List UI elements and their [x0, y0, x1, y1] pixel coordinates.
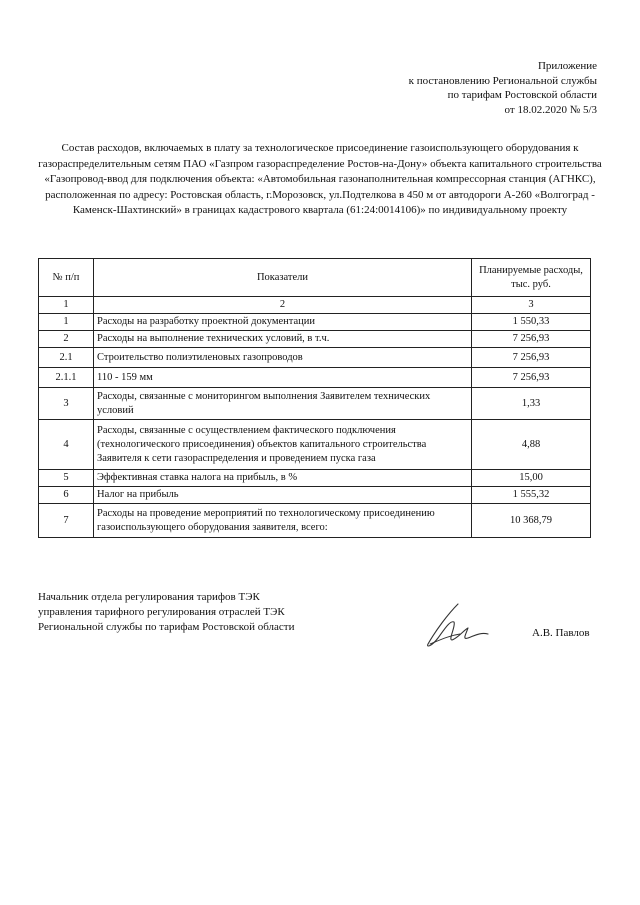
row-value: 10 368,79 — [472, 504, 591, 538]
signer-name: А.В. Павлов — [532, 627, 590, 639]
row-num: 6 — [39, 487, 94, 504]
row-indicator: Налог на прибыль — [94, 487, 472, 504]
row-indicator: Расходы на выполнение технических условий, в т.ч. — [94, 331, 472, 348]
row-num: 3 — [39, 388, 94, 420]
appendix-line: по тарифам Ростовской области — [447, 89, 597, 101]
signer-position — [38, 590, 295, 635]
appendix-line: от 18.02.2020 № 5/3 — [504, 103, 597, 116]
signer-line: Начальник отдела регулирования тарифов ТЭК — [38, 591, 260, 603]
row-num: 2 — [39, 331, 94, 348]
table-row — [39, 331, 591, 348]
row-indicator: Расходы на разработку проектной документации — [94, 314, 472, 331]
costs-table — [38, 258, 591, 538]
column-number: 1 — [39, 297, 94, 314]
document-title: Состав расходов, включаемых в плату за технологическое присоединение газоиспользующего оборудования к газораспределительным сетям ПАО «Газпром газораспределение Ростов-на-Дону» объекта капитального строительства «Газопровод-ввод для подключения объекта: «Автомобильная газонаполнительная компрессорная станция (АГНКС), расположенная по адресу: Ростовская область, г.Морозовск, ул.Подтелкова в 450 м от автодороги А-260 «Волгоград - Каменск-Шахтинский» в границах кадастрового квартала (61:24:0014106)» по индивидуальному проекту — [38, 142, 602, 216]
row-value: 1 550,33 — [472, 314, 591, 331]
row-num: 2.1.1 — [39, 368, 94, 388]
row-num: 5 — [39, 470, 94, 487]
row-indicator: Расходы на проведение мероприятий по технологическому присоединению газоиспользующего оборудования заявителя, всего: — [94, 504, 472, 538]
column-number-row — [39, 297, 591, 314]
row-num: 4 — [39, 420, 94, 470]
row-num: 7 — [39, 504, 94, 538]
row-indicator: Строительство полиэтиленовых газопроводов — [94, 348, 472, 368]
table-row — [39, 314, 591, 331]
row-value: 1 555,32 — [472, 487, 591, 504]
appendix-line: Приложение — [537, 60, 597, 72]
row-num: 2.1 — [39, 348, 94, 368]
row-value: 7 256,93 — [472, 368, 591, 388]
appendix-line: к постановлению Региональной службы — [408, 74, 597, 87]
row-num: 1 — [39, 314, 94, 331]
row-value: 7 256,93 — [472, 348, 591, 368]
handwritten-signature — [418, 600, 498, 650]
table-row — [39, 487, 591, 504]
table-row — [39, 420, 591, 470]
column-number: 2 — [94, 297, 472, 314]
table-header-row — [39, 259, 591, 297]
row-value: 4,88 — [472, 420, 591, 470]
row-indicator: Эффективная ставка налога на прибыль, в % — [94, 470, 472, 487]
row-indicator: Расходы, связанные с мониторингом выполнения Заявителем технических условий — [94, 388, 472, 420]
row-value: 15,00 — [472, 470, 591, 487]
row-indicator: Расходы, связанные с осуществлением фактического подключения (технологического присоединения) объектов капитального строительства Заявителя к сети газораспределения и проведением пуска газа — [94, 420, 472, 470]
row-value: 7 256,93 — [472, 331, 591, 348]
row-indicator: 110 - 159 мм — [94, 368, 472, 388]
appendix-block — [409, 59, 597, 117]
signer-line: управления тарифного регулирования отраслей ТЭК — [38, 606, 285, 618]
row-value: 1,33 — [472, 388, 591, 420]
header-value: Планируемые расходы, тыс. руб. — [472, 259, 591, 297]
column-number: 3 — [472, 297, 591, 314]
table-row — [39, 368, 591, 388]
table-row — [39, 348, 591, 368]
table-row — [39, 388, 591, 420]
header-indicator: Показатели — [94, 259, 472, 297]
table-row — [39, 504, 591, 538]
table-row — [39, 470, 591, 487]
signer-line: Региональной службы по тарифам Ростовской области — [38, 621, 295, 633]
header-num: № п/п — [39, 259, 94, 297]
